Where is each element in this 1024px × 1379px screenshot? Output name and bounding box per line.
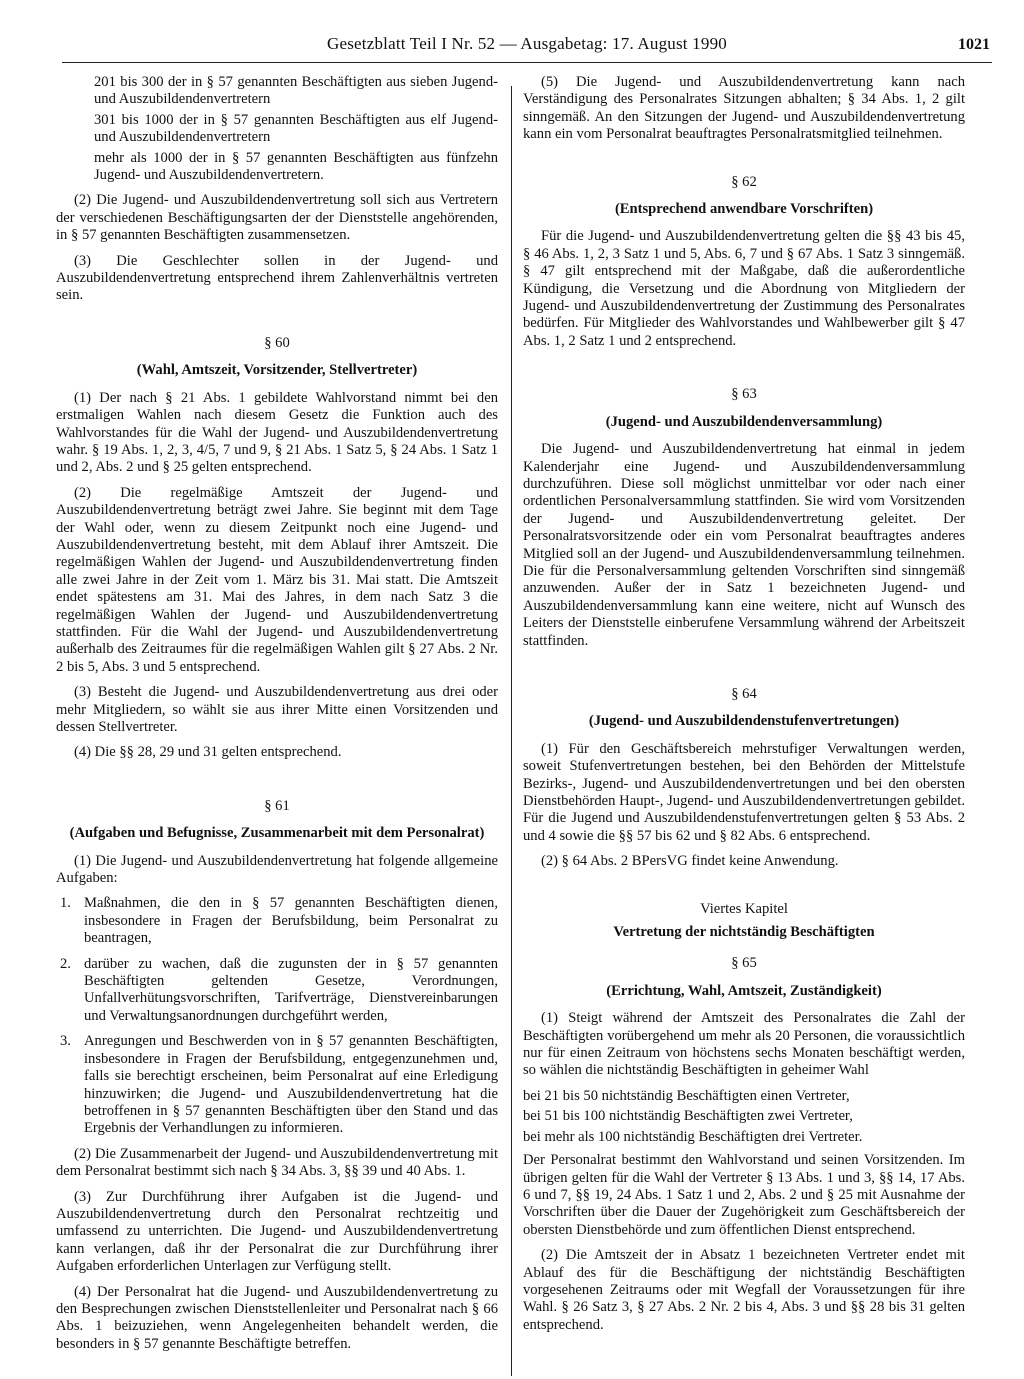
section-61-number: § 61 xyxy=(264,797,290,814)
intro-line-2: 301 bis 1000 der in § 57 genannten Beschäftigten aus elf Jugend- und Auszubildendenvertretern xyxy=(94,111,498,146)
intro-line-1: 201 bis 300 der in § 57 genannten Beschäftigten aus sieben Jugend- und Auszubildendenvertretern xyxy=(94,74,498,108)
section-65-line-1: bei 21 bis 50 nichtständig Beschäftigten einen Vertreter, xyxy=(523,1087,850,1104)
section-62-heading: (Entsprechend anwendbare Vorschriften) xyxy=(614,201,874,218)
section-61-heading: (Aufgaben und Befugnisse, Zusammenarbeit mit dem Personalrat) xyxy=(69,825,485,842)
section-64-paragraph-1: (1) Für den Geschäftsbereich mehrstufiger Verwaltungen werden, soweit Stufenvertretungen bestehen, bei den Behörden der Mittelstufe Bezirks-, Jugend- und Auszubildendenvertretungen und bei den obersten Dienstbehörden Haupt-, Jugend- und Auszubildendenvertretungen gebildet. Für die Jugend und Auszubildendenstufenvertretungen gelten § 53 Abs. 2 und 4 sowie die §§ 57 bis 62 und § 82 Abs. 6 entsprechend. xyxy=(523,740,965,844)
list-item-number: 2. xyxy=(60,955,71,972)
list-item xyxy=(56,1033,498,1137)
section-62-text: Für die Jugend- und Auszubildendenvertretung gelten die §§ 43 bis 45, § 46 Abs. 1, 2, 3 Satz 1 und 5, Abs. 6, 7 und § 67 Abs. 1 Satz 3 sinngemäß. § 47 gilt entsprechend mit der Maßgabe, daß die außerordentliche Kündigung, die Versetzung und die Abordnung von Mitgliedern der Jugend- und Auszubildendenvertretung der Zustimmung des Personalrates bedürfen. Für Mitglieder des Wahlvorstandes und Wahlbewerber gilt § 47 Abs. 1, 2 Satz 1 und 2 entsprechend. xyxy=(523,228,965,349)
section-63-text: Die Jugend- und Auszubildendenvertretung hat einmal in jedem Kalenderjahr eine Jugend- und Auszubildendenversammlung durchzuführen. Diese soll möglichst unmittelbar vor oder nach einer ordentlichen Personalversammlung stattfinden. Sie wird vom Vorsitzenden der Jugend- und Auszubildendenvertretung geleitet. Der Personalratsvorsitzende oder ein vom Personalrat beauftragtes anderes Mitglied soll an der Jugend- und Auszubildendenversammlung teilnehmen. Die für die Personalversammlung geltenden Vorschriften sind sinngemäß anzuwenden. Außer der in Satz 1 bezeichneten Jugend- und Auszubildendenversammlung kann eine weitere, nicht auf Wunsch des Leiters der Dienststelle einberufene Versammlung während der Arbeitszeit stattfinden. xyxy=(523,441,965,649)
left-column xyxy=(56,74,498,1361)
chapter-title: Vertretung der nichtständig Beschäftigten xyxy=(613,924,875,941)
section-61-paragraph-4: (4) Der Personalrat hat die Jugend- und Auszubildendenvertretung zu den Besprechungen zwischen Dienststellenleiter und Personalrat nach § 66 Abs. 1 beizuziehen, wenn Angelegenheiten behandelt werden, die besonders in § 57 genannte Beschäftigte betreffen. xyxy=(56,1283,498,1352)
column-divider xyxy=(511,86,512,1376)
section-60-paragraph-2: (2) Die regelmäßige Amtszeit der Jugend- und Auszubildendenvertretung beträgt zwei Jahre. Sie beginnt mit dem Tage der Wahl oder, wenn zu diesem Zeitpunkt noch eine Jugend- und Auszubildendenvertretung besteht, mit dem Ablauf ihrer Amtszeit. Die regelmäßigen Wahlen der Jugend- und Auszubildendenvertretung finden alle zwei Jahre in der Zeit vom 1. März bis 31. Mai statt. Die Amtszeit endet spätestens am 31. Mai des Jahres, in dem nach Satz 3 die regelmäßigen Wahlen der Jugend- und Auszubildendenvertretung stattfinden. Für die Wahl der Jugend- und Auszubildendenvertretung außerhalb des Zeitraumes für die regelmäßigen Wahlen gilt § 27 Abs. 2 Nr. 2 bis 5, Abs. 3 und 5 entsprechend. xyxy=(56,484,498,675)
page-header xyxy=(62,30,992,63)
section-65-paragraph-1b: Der Personalrat bestimmt den Wahlvorstand und seinen Vorsitzenden. Im übrigen gelten für die Wahl der Vertreter § 13 Abs. 1 und 3, §§ 14, 17 Abs. 6 und 7, §§ 19, 24 Abs. 1 Satz 1 und 2, Abs. 2 und § 25 mit Ausnahme der Vorschriften über die Dauer der Zugehörigkeit zum Geschäftsbereich der obersten Dienstbehörde und zum öffentlichen Dienst entsprechend. xyxy=(523,1152,965,1238)
list-item xyxy=(56,956,498,1026)
list-item-number: 3. xyxy=(60,1033,71,1050)
section-65-line-2: bei 51 bis 100 nichtständig Beschäftigten zwei Vertreter, xyxy=(523,1108,853,1125)
section-65-paragraph-2: (2) Die Amtszeit der in Absatz 1 bezeichneten Vertreter endet mit Ablauf des für die Beschäftigung der nichtständig Beschäftigten vorgesehenen Zeitraums oder mit Wegfall der Voraussetzungen für ihre Wahl. § 26 Satz 3, § 27 Abs. 2 Nr. 2 bis 4, Abs. 3 und §§ 28 bis 31 gelten entsprechend. xyxy=(523,1247,965,1333)
list-item xyxy=(56,895,498,947)
section-64-paragraph-2: (2) § 64 Abs. 2 BPersVG findet keine Anwendung. xyxy=(541,853,839,870)
section-65-line-3: bei mehr als 100 nichtständig Beschäftigten drei Vertreter. xyxy=(523,1128,863,1145)
section-60-paragraph-1: (1) Der nach § 21 Abs. 1 gebildete Wahlvorstand nimmt bei den erstmaligen Wahlen nach diesem Gesetz die Funktion auch des Wahlvorstandes für die Wahl der Jugend- und Auszubildendenvertretung wahr. § 19 Abs. 1, 2, 3, 4/5, 7 und 9, § 21 Abs. 1 Satz 5, § 24 Abs. 1 Satz 1 und 2, Abs. 2 und § 25 gelten entsprechend. xyxy=(56,389,498,476)
list-item-text: Maßnahmen, die den in § 57 genannten Beschäftigten dienen, insbesondere in Fragen der Berufsbildung, beim Personalrat zu beantragen, xyxy=(84,895,498,947)
intro-line-3: mehr als 1000 der in § 57 genannten Beschäftigten aus fünfzehn Jugend- und Auszubildendenvertretern. xyxy=(94,149,498,184)
list-item-text: darüber zu wachen, daß die zugunsten der in § 57 genannten Beschäftigten geltenden Gesetze, Verordnungen, Unfallverhütungsvorschriften, Tarifverträge, Dienstvereinbarungen und Verwaltungsanordnungen durchgeführt werden, xyxy=(84,955,498,1024)
section-62-number: § 62 xyxy=(731,173,757,190)
section-60-number: § 60 xyxy=(264,334,290,351)
page-number: 1021 xyxy=(958,36,990,53)
section-65-number: § 65 xyxy=(731,955,757,972)
section-60-paragraph-3: (3) Besteht die Jugend- und Auszubildendenvertretung aus drei oder mehr Mitgliedern, so wählt sie aus ihrer Mitte einen Vorsitzenden und dessen Stellvertreter. xyxy=(56,684,498,735)
section-61-paragraph-1: (1) Die Jugend- und Auszubildendenvertretung hat folgende allgemeine Aufgaben: xyxy=(56,852,498,887)
right-column xyxy=(523,74,965,1342)
section-61-paragraph-5: (5) Die Jugend- und Auszubildendenvertretung kann nach Verständigung des Personalrates Sitzungen abhalten; § 34 Abs. 1, 2 gilt sinngemäß. An den Sitzungen der Jugend- und Auszubildendenvertretung kann ein vom Personalrat beauftragtes Personalratsmitglied teilnehmen. xyxy=(523,74,965,143)
section-61-task-list xyxy=(56,895,498,1137)
section-60-heading: (Wahl, Amtszeit, Vorsitzender, Stellvertreter) xyxy=(136,362,418,379)
section-63-heading: (Jugend- und Auszubildendenversammlung) xyxy=(605,413,883,430)
section-64-number: § 64 xyxy=(731,685,757,702)
section-63-number: § 63 xyxy=(731,386,757,403)
list-item-text: Anregungen und Beschwerden von in § 57 genannten Beschäftigten, insbesondere in Fragen der Berufsbildung, entgegenzunehmen und, falls sie berechtigt erscheinen, beim Personalrat auf eine Erledigung hinzuwirken; die Jugend- und Auszubildendenvertretung hat die betroffenen in § 57 genannten Beschäftigten über den Stand und das Ergebnis der Verhandlungen zu informieren. xyxy=(84,1033,498,1137)
header-title: Gesetzblatt Teil I Nr. 52 — Ausgabetag: 17. August 1990 xyxy=(327,34,727,53)
section-65-paragraph-1: (1) Steigt während der Amtszeit des Personalrates die Zahl der Beschäftigten vorübergehend um mehr als 20 Personen, die voraussichtlich nur für einen Zeitraum von höchstens sechs Monaten beschäftigt werden, so wählen die nichtständig Beschäftigten in geheimer Wahl xyxy=(523,1010,965,1079)
list-item-number: 1. xyxy=(60,895,71,912)
chapter-label: Viertes Kapitel xyxy=(700,900,788,917)
section-65-heading: (Errichtung, Wahl, Amtszeit, Zuständigkeit) xyxy=(606,982,882,999)
section-61-paragraph-2: (2) Die Zusammenarbeit der Jugend- und Auszubildendenvertretung mit dem Personalrat bestimmt sich nach § 34 Abs. 3, §§ 39 und 40 Abs. 1. xyxy=(56,1145,498,1180)
paragraph-intro-3: (3) Die Geschlechter sollen in der Jugend- und Auszubildendenvertretung entsprechend ihrem Zahlenverhältnis vertreten sein. xyxy=(56,252,498,304)
paragraph-intro-2: (2) Die Jugend- und Auszubildendenvertretung soll sich aus Vertretern der verschiedenen Beschäftigungsarten der der Dienststelle angehörenden, in § 57 genannten Beschäftigten zusammensetzen. xyxy=(56,192,498,244)
section-64-heading: (Jugend- und Auszubildendenstufenvertretungen) xyxy=(588,713,900,730)
section-60-paragraph-4: (4) Die §§ 28, 29 und 31 gelten entsprechend. xyxy=(74,744,342,761)
section-61-paragraph-3: (3) Zur Durchführung ihrer Aufgaben ist die Jugend- und Auszubildendenvertretung durch den Personalrat rechtzeitig und umfassend zu unterrichten. Die Jugend- und Auszubildendenvertretung kann verlangen, daß ihr der Personalrat die zur Durchführung ihrer Aufgaben erforderlichen Unterlagen zur Verfügung stellt. xyxy=(56,1188,498,1275)
